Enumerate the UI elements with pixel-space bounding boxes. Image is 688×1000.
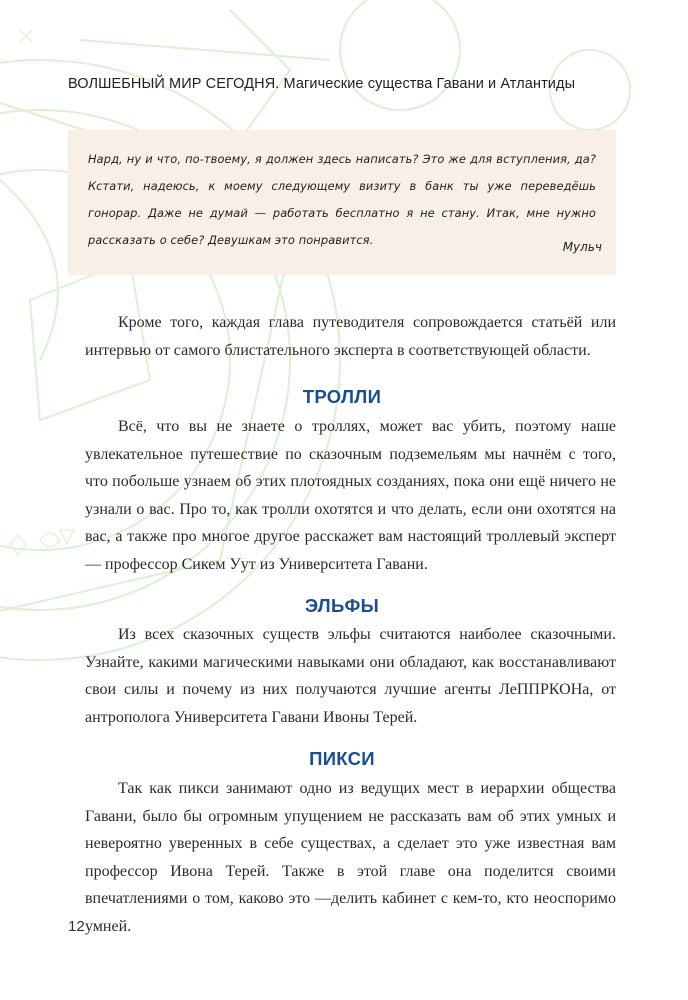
section-paragraph-trolls: Всё, что вы не знаете о троллях, может вас убить, поэтому наше увлекательное путешествие по сказочным подземельям мы начнём с того, что побольше узнаем об этих плотоядных созданиях, пока они ещё ничего не узнали о вас. Про то, как тролли охотятся и что делать, если они охотятся на вас, а также про многое другое расскажет вам настоящий троллевый эксперт — профессор Сикем Уут из Университета Гавани.	[85, 418, 616, 573]
section-paragraph-pixies: Так как пикси занимают одно из ведущих мест в иерархии общества Гавани, было бы огромным упущением не рассказать вам об этих умных и невероятно уверенных в себе существах, а сделает это уже известная вам профессор Ивона Терей. Также в этой главе она поделится своими впечатлениями о том, каково это —делить кабинет с кем-то, кто неоспоримо умней.	[85, 780, 616, 935]
handwritten-note-text: Нард, ну и что, по-твоему, я должен здесь написать? Это же для вступления, да? Кстати, надеюсь, к моему следующему визиту в банк ты уже переведёшь гонорар. Даже не думай — работать бесплатно я не стану. Итак, мне нужно рассказать о себе? Девушкам это понравится.	[88, 152, 596, 247]
handwritten-note-box	[68, 130, 616, 275]
running-header-subtitle: Магические существа Гавани и Атлантиды	[283, 76, 576, 92]
section-heading-elves: ЭЛЬФЫ	[304, 595, 380, 616]
running-header	[68, 76, 575, 92]
intro-paragraph: Кроме того, каждая глава путеводителя сопровождается статьёй или интервью от самого блистательного эксперта в соответствующей области.	[85, 314, 616, 359]
section-paragraph-elves: Из всех сказочных существ эльфы считаются наиболее сказочными. Узнайте, какими магическими навыками они обладают, как восстанавливают свои силы и почему из них получаются лучшие агенты ЛеППРКОНа, от антрополога Университета Гавани Ивоны Терей.	[85, 626, 616, 726]
section-heading-pixies: ПИКСИ	[309, 748, 375, 769]
handwritten-note-signature: Мульч	[562, 240, 602, 254]
running-header-section: ВОЛШЕБНЫЙ МИР СЕГОДНЯ.	[68, 76, 280, 92]
section-heading-trolls: ТРОЛЛИ	[302, 386, 382, 407]
page-number: 12	[68, 918, 85, 935]
